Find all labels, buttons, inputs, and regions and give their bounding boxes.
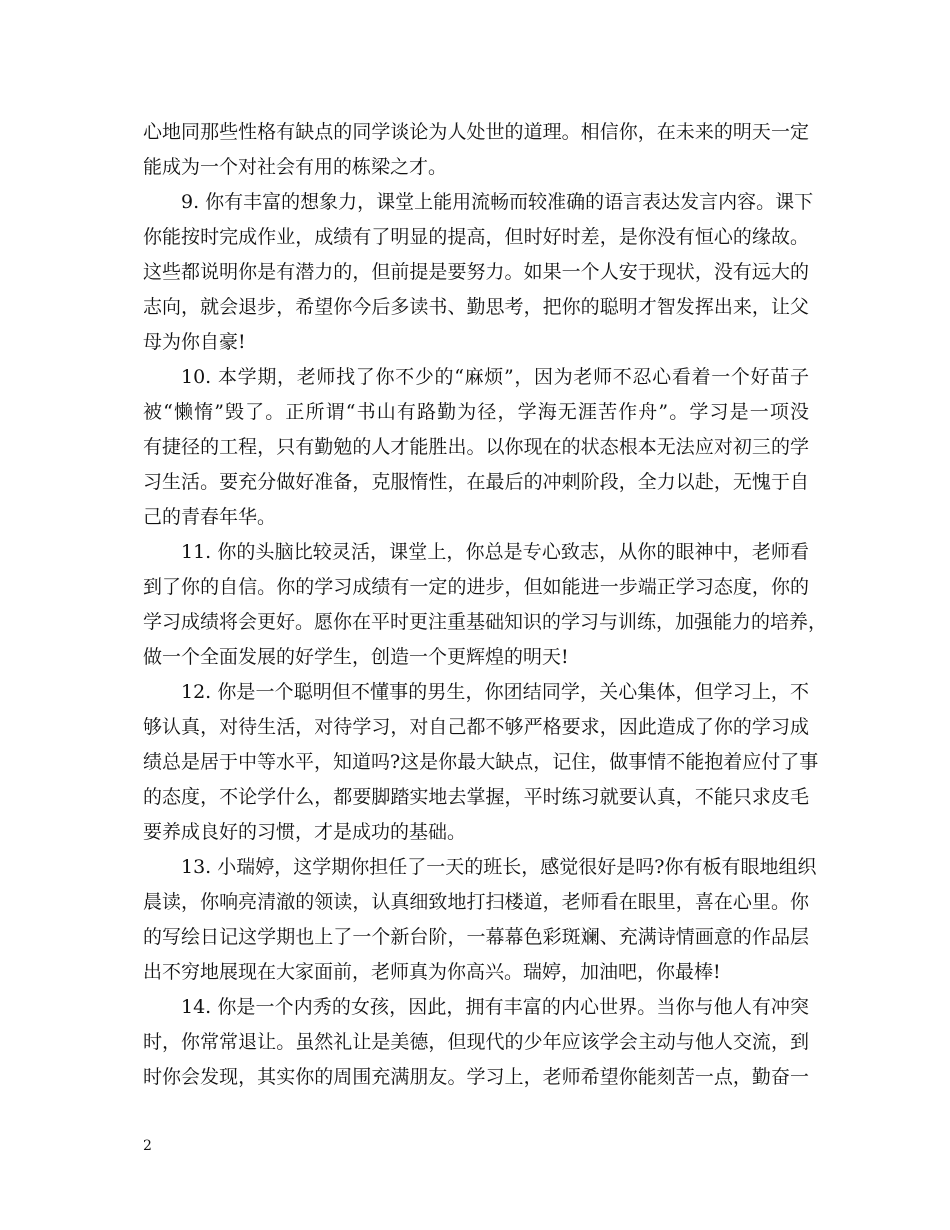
text-line-content: 做一个全面发展的好学生，创造一个更辉煌的明天! (143, 646, 569, 668)
text-line-content: 11. 你的头脑比较灵活，课堂上，你总是专心致志，从你的眼神中，老师看 (181, 541, 809, 563)
text-line-content: 的写绘日记这学期也上了一个新台阶，一幕幕色彩斑斓、充满诗情画意的作品层 (143, 926, 809, 948)
text-line (143, 115, 809, 150)
text-line (143, 255, 809, 290)
text-line (143, 360, 809, 395)
text-line (143, 220, 809, 255)
text-line-content: 能成为一个对社会有用的栋梁之才。 (143, 156, 448, 178)
text-line-content: 有捷径的工程，只有勤勉的人才能胜出。以你现在的状态根本无法应对初三的学 (143, 436, 809, 458)
text-line (143, 710, 809, 745)
text-line (143, 570, 809, 605)
text-line-content: 14. 你是一个内秀的女孩，因此，拥有丰富的内心世界。当你与他人有冲突 (181, 996, 809, 1018)
text-line-content: 你能按时完成作业，成绩有了明显的提高，但时好时差，是你没有恒心的缘故。 (143, 226, 809, 248)
text-line (143, 535, 809, 570)
text-line-content: 9. 你有丰富的想象力，课堂上能用流畅而较准确的语言表达发言内容。课下 (181, 191, 814, 213)
text-line (143, 1025, 809, 1060)
text-line (143, 150, 809, 185)
text-line (143, 885, 809, 920)
text-line (143, 675, 809, 710)
text-line-content: 时，你常常退让。虽然礼让是美德，但现代的少年应该学会主动与他人交流，到 (143, 1031, 809, 1053)
text-line (143, 395, 809, 430)
text-line (143, 640, 809, 675)
text-line (143, 850, 817, 885)
text-line-content: 这些都说明你是有潜力的，但前提是要努力。如果一个人安于现状，没有远大的 (143, 261, 809, 283)
text-line (143, 185, 814, 220)
text-line (143, 920, 809, 955)
text-line-content: 13. 小瑞婷，这学期你担任了一天的班长，感觉很好是吗?你有板有眼地组织 (181, 856, 817, 878)
text-line-content: 的态度，不论学什么，都要脚踏实地去掌握，平时练习就要认真，不能只求皮毛 (143, 786, 809, 808)
text-line (143, 1060, 809, 1095)
text-line-content: 己的青春年华。 (143, 506, 277, 528)
text-line (143, 815, 809, 850)
text-line (143, 465, 809, 500)
text-line-content: 到了你的自信。你的学习成绩有一定的进步，但如能进一步端正学习态度，你的 (143, 576, 809, 598)
text-line (143, 500, 809, 535)
text-line-content: 学习成绩将会更好。愿你在平时更注重基础知识的学习与训练，加强能力的培养， (143, 611, 828, 633)
text-line (143, 955, 809, 990)
text-line (143, 745, 819, 780)
text-line (143, 605, 828, 640)
text-line-content: 绩总是居于中等水平，知道吗?这是你最大缺点，记住，做事情不能抱着应付了事 (143, 751, 819, 773)
text-line (143, 430, 809, 465)
text-line-content: 时你会发现，其实你的周围充满朋友。学习上，老师希望你能刻苦一点，勤奋一 (143, 1066, 809, 1088)
text-line-content: 12. 你是一个聪明但不懂事的男生，你团结同学，关心集体，但学习上，不 (181, 681, 809, 703)
text-line (143, 290, 809, 325)
text-line (143, 990, 809, 1025)
text-line (143, 325, 809, 360)
text-line-content: 够认真，对待生活，对待学习，对自己都不够严格要求，因此造成了你的学习成 (143, 716, 809, 738)
text-line-content: 10. 本学期，老师找了你不少的“麻烦”，因为老师不忍心看着一个好苗子 (181, 366, 809, 388)
text-line-content: 出不穷地展现在大家面前，老师真为你高兴。瑞婷，加油吧，你最棒! (143, 961, 721, 983)
text-line (143, 780, 809, 815)
text-line-content: 要养成良好的习惯，才是成功的基础。 (143, 821, 467, 843)
page-number: 2 (143, 1138, 152, 1154)
text-line-content: 习生活。要充分做好准备，克服惰性，在最后的冲刺阶段，全力以赴，无愧于自 (143, 471, 809, 493)
text-line-content: 志向，就会退步，希望你今后多读书、勤思考，把你的聪明才智发挥出来，让父 (143, 296, 809, 318)
text-line-content: 心地同那些性格有缺点的同学谈论为人处世的道理。相信你，在未来的明天一定 (143, 121, 809, 143)
text-line-content: 母为你自豪! (143, 331, 246, 353)
text-line-content: 晨读，你响亮清澈的领读，认真细致地打扫楼道，老师看在眼里，喜在心里。你 (143, 891, 809, 913)
text-line-content: 被“懒惰”毁了。正所谓“书山有路勤为径，学海无涯苦作舟”。学习是一项没 (143, 401, 809, 423)
document-body (143, 115, 828, 1095)
